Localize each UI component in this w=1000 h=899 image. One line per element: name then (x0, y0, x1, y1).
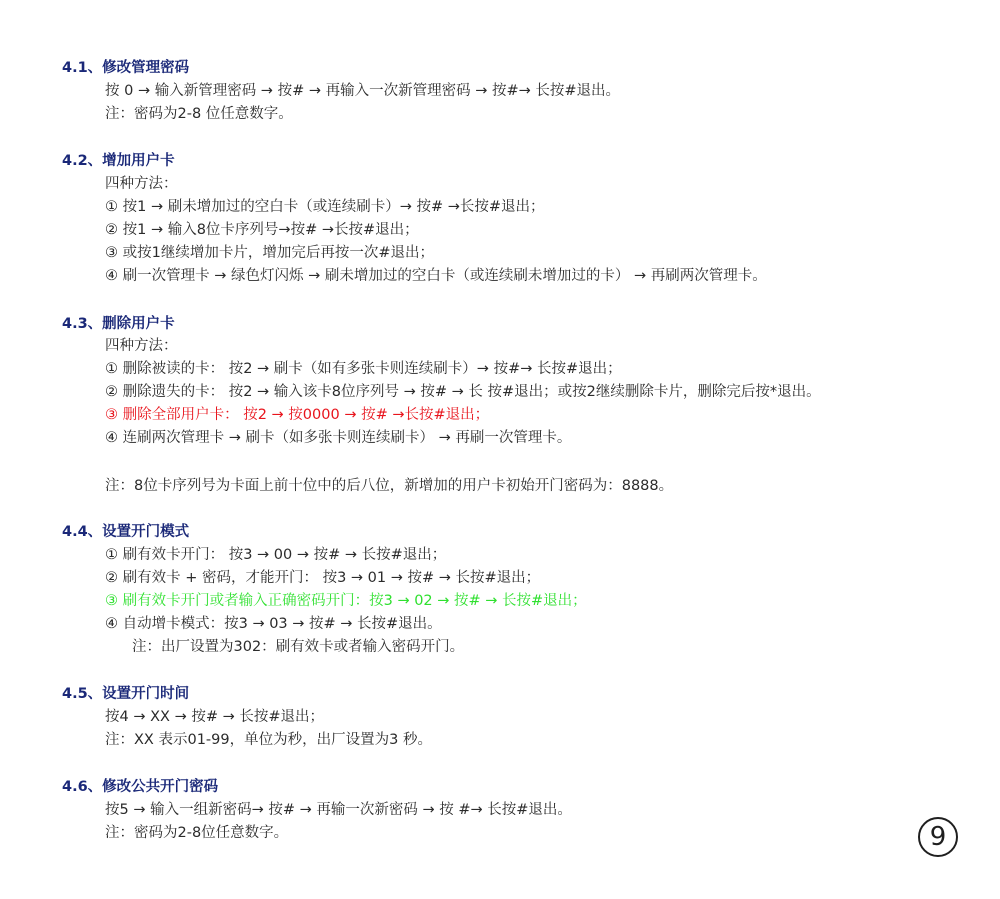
page-number-badge (918, 817, 958, 857)
section-4-3-heading: 4.3、删除用户卡 (62, 316, 175, 332)
section-4-1-note: 注：密码为2-8 位任意数字。 (105, 106, 293, 122)
section-4-1-heading: 4.1、修改管理密码 (62, 60, 190, 76)
section-4-5-line-1: 按4 → XX → 按# → 长按#退出； (105, 709, 324, 725)
section-4-2-method-2: ② 按1 → 输入8位卡序列号→按# →长按#退出； (105, 222, 419, 238)
page-number: 9 (929, 822, 947, 852)
section-4-4-heading: 4.4、设置开门模式 (62, 524, 190, 540)
section-4-3-method-4: ④ 连刷两次管理卡 → 刷卡（如多张卡则连续刷卡） → 再刷一次管理卡。 (105, 430, 572, 446)
section-4-5-heading: 4.5、设置开门时间 (62, 686, 190, 702)
section-4-3-note: 注：8位卡序列号为卡面上前十位中的后八位，新增加的用户卡初始开门密码为：8888。 (105, 478, 674, 494)
section-4-3-method-1: ① 删除被读的卡： 按2 → 刷卡（如有多张卡则连续刷卡）→ 按#→ 长按#退出； (105, 361, 622, 377)
section-4-2-method-4: ④ 刷一次管理卡 → 绿色灯闪烁 → 刷未增加过的空白卡（或连续刷未增加过的卡） → 再刷两次管理卡。 (105, 268, 767, 284)
section-4-4-mode-3-highlight: ③ 刷有效卡开门或者输入正确密码开门：按3 → 02 → 按# → 长按#退出； (105, 593, 587, 609)
section-4-4-mode-4: ④ 自动增卡模式：按3 → 03 → 按# → 长按#退出。 (105, 616, 442, 632)
section-4-4-note: 注：出厂设置为302：刷有效卡或者输入密码开门。 (132, 639, 465, 655)
section-4-4-mode-2: ② 刷有效卡 + 密码，才能开门： 按3 → 01 → 按# → 长按#退出； (105, 570, 541, 586)
section-4-2-intro: 四种方法： (105, 176, 178, 192)
section-4-2-method-1: ① 按1 → 刷未增加过的空白卡（或连续刷卡）→ 按# →长按#退出； (105, 199, 545, 215)
section-4-3-method-2: ② 删除遗失的卡： 按2 → 输入该卡8位序列号 → 按# → 长 按#退出；或按2继续删除卡片，删除完后按*退出。 (105, 384, 821, 400)
section-4-6-line-1: 按5 → 输入一组新密码→ 按# → 再输一次新密码 → 按 #→ 长按#退出。 (105, 802, 572, 818)
section-4-3-intro: 四种方法： (105, 338, 178, 354)
section-4-6-heading: 4.6、修改公共开门密码 (62, 779, 219, 795)
section-4-4-mode-1: ① 刷有效卡开门： 按3 → 00 → 按# → 长按#退出； (105, 547, 447, 563)
section-4-3-method-3-highlight: ③ 删除全部用户卡： 按2 → 按0000 → 按# →长按#退出； (105, 407, 490, 423)
section-4-1-line-1: 按 0 → 输入新管理密码 → 按# → 再输入一次新管理密码 → 按#→ 长按#退出。 (105, 83, 621, 99)
section-4-6-note: 注：密码为2-8位任意数字。 (105, 825, 289, 841)
section-4-2-method-3: ③ 或按1继续增加卡片，增加完后再按一次#退出； (105, 245, 434, 261)
section-4-2-heading: 4.2、增加用户卡 (62, 153, 175, 169)
section-4-5-note: 注：XX 表示01-99，单位为秒，出厂设置为3 秒。 (105, 732, 432, 748)
